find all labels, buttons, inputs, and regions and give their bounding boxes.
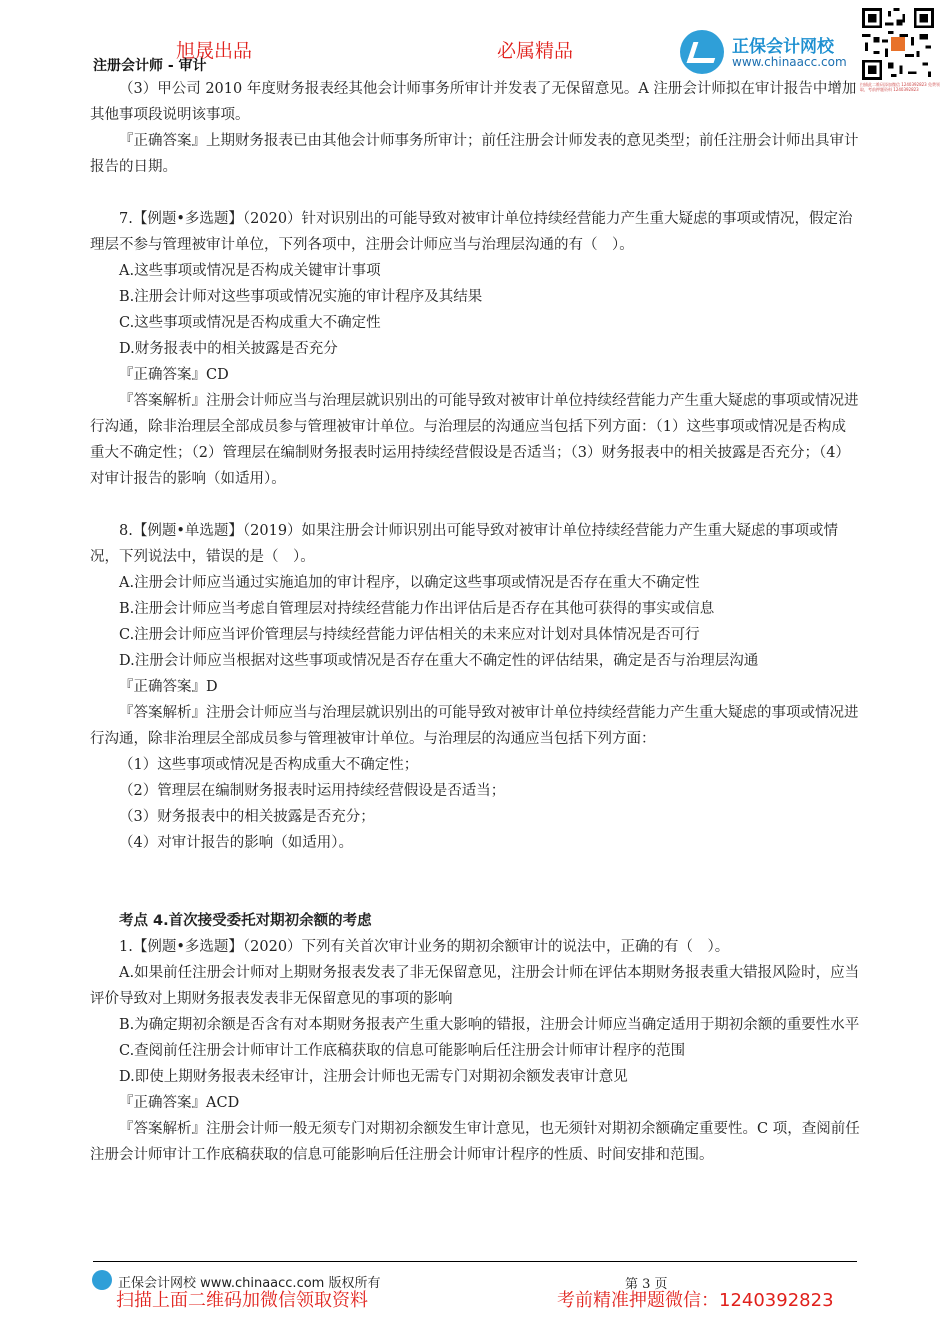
option-line: 『正确答案』CD (119, 367, 229, 383)
paragraph: A.如果前任注册会计师对上期财务报表发表了非无保留意见，注册会计师在评估本期财务报表重大错报风险时，应当评价导致对上期财务报表发表非无保留意见的事项的影响 (90, 965, 860, 1007)
option-line: B.注册会计师应当考虑自管理层对持续经营能力作出评估后是否存在其他可获得的事实或信息 (119, 601, 715, 617)
option-line: D.财务报表中的相关披露是否充分 (119, 341, 338, 357)
option-line: （3）财务报表中的相关披露是否充分； (119, 809, 375, 825)
option-line: D.注册会计师应当根据对这些事项或情况是否存在重大不确定性的评估结果，确定是否与治理层沟通 (119, 653, 759, 669)
option-line: B.注册会计师对这些事项或情况实施的审计程序及其结果 (119, 289, 483, 305)
option-line: C.这些事项或情况是否构成重大不确定性 (119, 315, 381, 331)
paragraph: 7.【例题•多选题】（2020）针对识别出的可能导致对被审计单位持续经营能力产生重大疑虑的事项或情况，假定治理层不参与管理被审计单位，下列各项中，注册会计师应当与治理层沟通的有（ ）。 (90, 211, 853, 253)
option-line: 『正确答案』D (119, 679, 218, 695)
option-line: 『正确答案』ACD (119, 1095, 240, 1111)
brand-url: www.chinaacc.com (732, 55, 847, 69)
header-subject: 注册会计师 - 审计 (93, 58, 207, 74)
option-line: A.这些事项或情况是否构成关键审计事项 (119, 263, 381, 279)
paragraph: 『正确答案』上期财务报表已由其他会计师事务所审计；前任注册会计师发表的意见类型；前任注册会计师出具审计报告的日期。 (90, 133, 859, 175)
paragraph: 『答案解析』注册会计师应当与治理层就识别出的可能导致对被审计单位持续经营能力产生重大疑虑的事项或情况进行沟通，除非治理层全部成员参与管理被审计单位。与治理层的沟通应当包括下列方面：（1）这些事项或情况是否构成重大不确定性；（2）管理层在编制财务报表时运用持续经营假设是否适当；（3）财务报表中的相关披露是否充分；（4）对审计报告的影响（如适用）。 (90, 393, 859, 487)
option-line: D.即使上期财务报表未经审计，注册会计师也无需专门对期初余额发表审计意见 (119, 1069, 628, 1085)
paragraph: （3）甲公司 2010 年度财务报表经其他会计师事务所审计并发表了无保留意见。A 注册会计师拟在审计报告中增加其他事项段说明该事项。 (90, 81, 857, 123)
option-line: （1）这些事项或情况是否构成重大不确定性； (119, 757, 419, 773)
option-line: 1.【例题•多选题】（2020）下列有关首次审计业务的期初余额审计的说法中，正确的有（ ）。 (119, 939, 730, 955)
paragraph-gap (90, 180, 860, 206)
option-line: C.注册会计师应当评价管理层与持续经营能力评估相关的未来应对计划对具体情况是否可行 (119, 627, 700, 643)
document-body (90, 76, 860, 1168)
paragraph: 『答案解析』注册会计师应当与治理层就识别出的可能导致对被审计单位持续经营能力产生重大疑虑的事项或情况进行沟通，除非治理层全部成员参与管理被审计单位。与治理层的沟通应当包括下列方面： (90, 705, 859, 747)
paragraph-gap (90, 882, 860, 908)
paragraph: 『答案解析』注册会计师一般无须专门对期初余额发生审计意见，也无须针对期初余额确定重要性。C 项，查阅前任注册会计师审计工作底稿获取的信息可能影响后任注册会计师审计程序的性质、时间安排和范围。 (90, 1121, 860, 1163)
header-slogan-left: 旭晟出品 (176, 40, 253, 62)
paragraph: B.为确定期初余额是否含有对本期财务报表产生重大影响的错报，注册会计师应当确定适用于期初余额的重要性水平 (119, 1017, 860, 1033)
option-line: （2）管理层在编制财务报表时运用持续经营假设是否适当； (119, 783, 506, 799)
qr-code-icon (862, 8, 934, 80)
option-line: （4）对审计报告的影响（如适用）。 (119, 835, 353, 851)
page-number: 第 3 页 (625, 1277, 668, 1292)
footer-promo-left: 扫描上面二维码加微信领取资料 (116, 1290, 368, 1311)
footer-copyright: 正保会计网校 www.chinaacc.com 版权所有 (118, 1276, 381, 1291)
paragraph-gap (90, 492, 860, 518)
option-line: C.查阅前任注册会计师审计工作底稿获取的信息可能影响后任注册会计师审计程序的范围 (119, 1043, 686, 1059)
footer-logo-icon (92, 1270, 112, 1290)
section-heading: 考点 4.首次接受委托对期初余额的考虑 (119, 913, 372, 929)
footer-promo-right: 考前精准押题微信：1240392823 (557, 1290, 834, 1311)
option-line: A.注册会计师应当通过实施追加的审计程序，以确定这些事项或情况是否存在重大不确定性 (119, 575, 700, 591)
footer-divider (93, 1261, 857, 1262)
paragraph: 8.【例题•单选题】（2019）如果注册会计师识别出可能导致对被审计单位持续经营能力产生重大疑虑的事项或情况，下列说法中，错误的是（ ）。 (90, 523, 839, 565)
header-slogan-right: 必属精品 (497, 40, 574, 62)
qr-caption: 扫描此二维码添加微信 1240392823 免费领取，考前押题资料 1240392823 (860, 82, 940, 92)
paragraph-gap (90, 856, 860, 882)
brand-logo-icon (680, 30, 724, 74)
brand-name: 正保会计网校 (732, 37, 834, 57)
brand-logo[interactable] (680, 30, 850, 74)
